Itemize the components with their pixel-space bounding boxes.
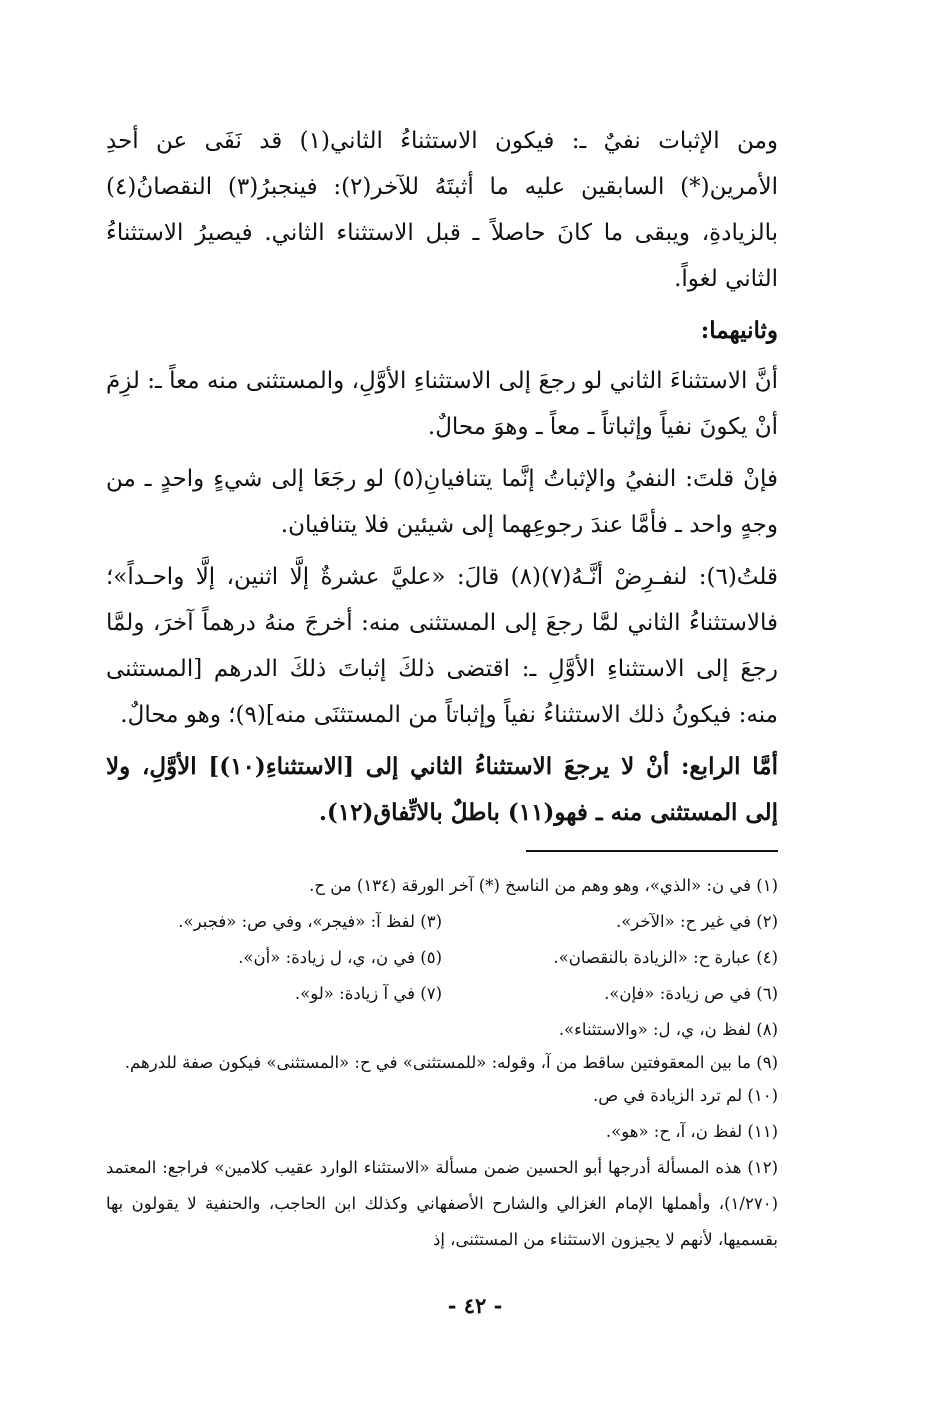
footnote-7: (٧) في آ زيادة: «لو». bbox=[294, 984, 442, 1003]
section-heading-second: وثانيهما: bbox=[700, 317, 778, 344]
page-number: - ٤٢ - bbox=[447, 1293, 503, 1318]
footnote-5: (٥) في ن، ي، ل زيادة: «أن». bbox=[238, 948, 442, 967]
paragraph-fourth-case: أمَّا الرابع: أنْ لا يرجعَ الاستثناءُ الثاني إلى [الاستثناءِ(١٠)] الأوَّلِ، ولا إلى المستثنى منه ـ فهو(١١) باطلٌ بالاتِّفاق(١٢). bbox=[106, 753, 778, 826]
footnote-9: (٩) ما بين المعقوفتين ساقط من آ، وقوله: «للمستثنى» في ح: «المستثنى» فيكون صفة للدرهم. bbox=[124, 1053, 778, 1072]
footnote-3: (٣) لفظ آ: «فيجر»، وفي ص: «فجبر». bbox=[178, 912, 442, 931]
footnote-4: (٤) عبارة ح: «الزيادة بالنقصان». bbox=[553, 948, 778, 967]
footnote-row bbox=[106, 940, 778, 976]
paragraph-2: أنَّ الاستثناءَ الثاني لو رجعَ إلى الاستثناءِ الأوَّلِ، والمستثنى منه معاً ـ: لزِمَ أنْ يكونَ نفياً وإثباتاً ـ معاً ـ وهوَ محالٌ. bbox=[106, 368, 778, 440]
paragraph-4: قلتُ(٦): لنفـرِضْ أنَّـهُ(٧)(٨) قالَ: «عليَّ عشرةٌ إلَّا اثنين، إلَّا واحـداً»؛ فالاستثناءُ الثاني لمَّا رجعَ إلى المستثنى منه: أخرجَ منهُ درهماً آخرَ، ولمَّا رجعَ إلى الاستثناءِ الأوَّلِ ـ: اقتضى ذلكَ إثباتَ ذلكَ الدرهم [المستثنى منه: فيكونُ ذلك الاستثناءُ نفياً وإثباتاً من المستثنَى منه](٩)؛ وهو محالٌ. bbox=[106, 564, 778, 728]
footnote-divider bbox=[526, 850, 778, 852]
paragraph-1: ومن الإثبات نفيٌ ـ: فيكون الاستثناءُ الثاني(١) قد نَفَى عن أحدِ الأمرين(*) السابقين عليه ما أثبتَهُ للآخر(٢): فينجبرُ(٣) النقصانُ(٤) بالزيادةِ، ويبقى ما كانَ حاصلاً ـ قبل الاستثناء الثاني. فيصيرُ الاستثناءُ الثاني لغواً. bbox=[106, 128, 779, 292]
footnote-6: (٦) في ص زيادة: «فإن». bbox=[604, 984, 778, 1003]
footnote-10: (١٠) لم ترد الزيادة في ص. bbox=[592, 1086, 778, 1105]
footnote-11: (١١) لفظ ن، آ، ح: «هو». bbox=[605, 1122, 778, 1141]
main-text bbox=[106, 118, 778, 836]
footnotes bbox=[106, 868, 778, 1258]
footnote-row bbox=[106, 976, 778, 1012]
footnote-8: (٨) لفظ ن، ي، ل: «والاستثناء». bbox=[558, 1020, 778, 1039]
page-content bbox=[106, 118, 778, 1258]
paragraph-3: فإنْ قلتَ: النفيُ والإثباتُ إنَّما يتنافيانِ(٥) لو رجَعَا إلى شيءٍ واحدٍ ـ من وجهٍ واحد ـ فأمَّا عندَ رجوعِهما إلى شيئين فلا يتنافيان. bbox=[106, 466, 778, 538]
footnote-1: (١) في ن: «الذي»، وهو وهم من الناسخ (*) آخر الورقة (١٣٤) من ح. bbox=[309, 876, 778, 895]
footnote-12: (١٢) هذه المسألة أدرجها أبو الحسين ضمن مسألة «الاستثناء الوارد عقيب كلامين» فراجع: المعتمد (١/٢٧٠)، وأهملها الإمام الغزالي والشارح الأصفهاني وكذلك ابن الحاجب، والحنفية لا يقولون بها بقسميها، لأنهم لا يجيزون الاستثناء من المستثنى، إذ bbox=[106, 1158, 778, 1249]
footnote-2: (٢) في غير ح: «الآخر». bbox=[615, 912, 778, 931]
footnote-row bbox=[106, 904, 778, 940]
